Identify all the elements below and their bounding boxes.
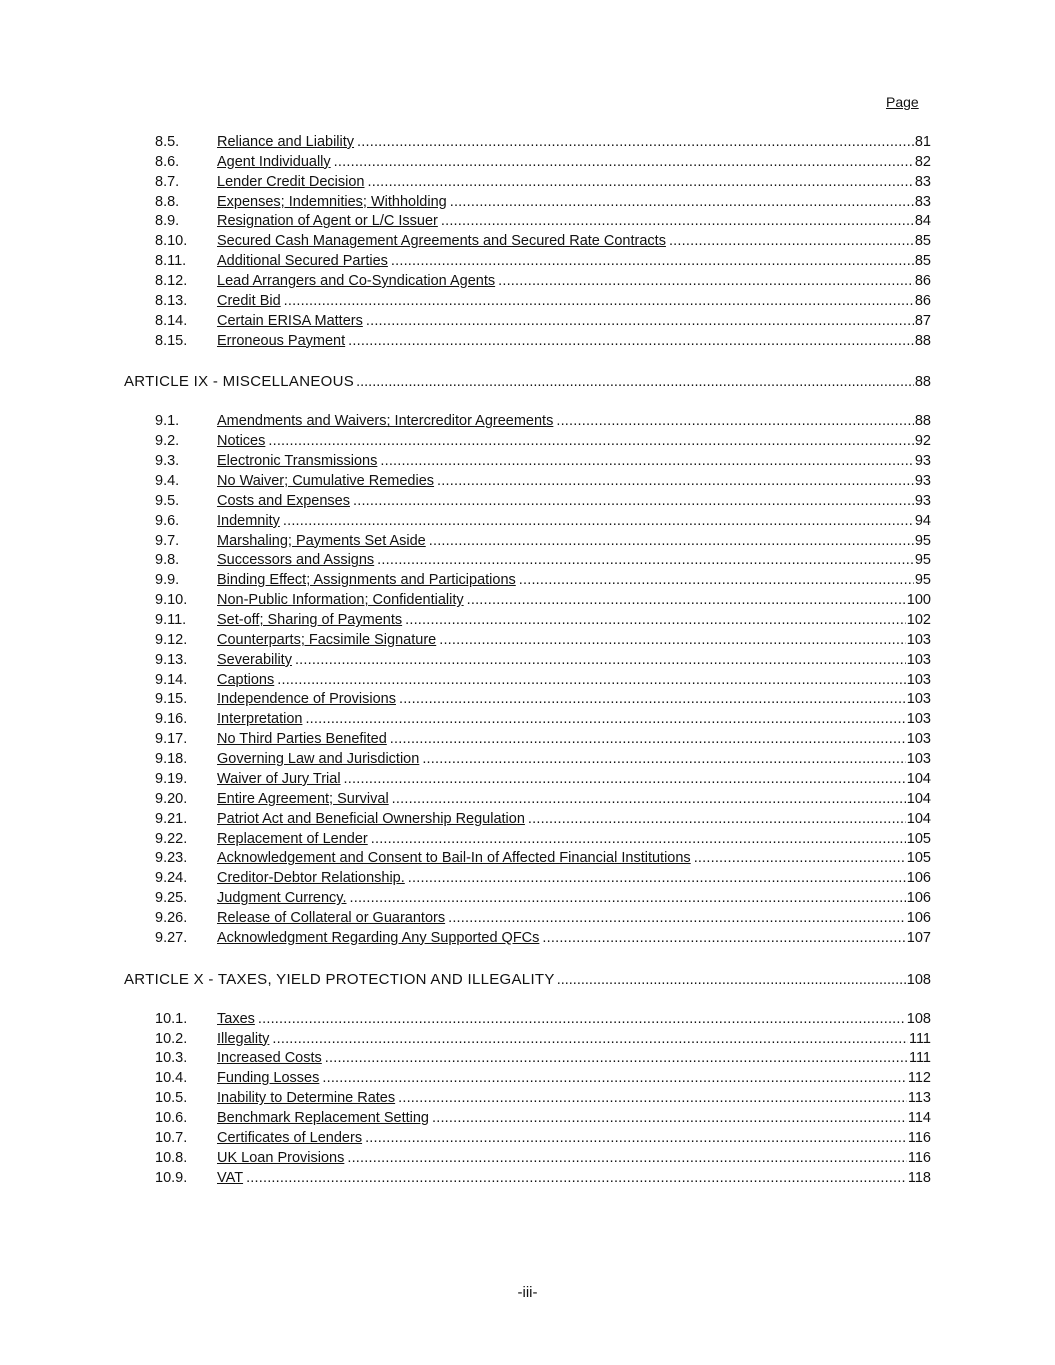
toc-entry[interactable] [0, 909, 1055, 929]
section-title-link[interactable]: UK Loan Provisions [217, 1149, 345, 1166]
section-page-number: 95 [914, 552, 931, 569]
section-number: 10.4. [155, 1070, 188, 1087]
toc-entry[interactable] [0, 1149, 1055, 1169]
section-title-link[interactable]: Replacement of Lender [217, 830, 368, 847]
section-title-link[interactable]: Expenses; Indemnities; Withholding [217, 193, 447, 210]
section-title-link[interactable]: Additional Secured Parties [217, 253, 388, 270]
section-title-link[interactable]: Marshaling; Payments Set Aside [217, 532, 426, 549]
section-number: 9.7. [155, 532, 180, 549]
article-title[interactable]: ARTICLE IX - MISCELLANEOUS [124, 373, 355, 391]
section-title-link[interactable]: Governing Law and Jurisdiction [217, 751, 420, 768]
section-page-number: 112 [907, 1070, 931, 1087]
toc-entry[interactable] [0, 173, 1055, 193]
dot-leader [422, 750, 905, 770]
section-number: 9.18. [155, 751, 188, 768]
dot-leader [366, 312, 914, 332]
dot-leader [498, 272, 914, 292]
section-number: 9.26. [155, 909, 188, 926]
dot-leader [344, 770, 906, 790]
section-page-number: 104 [906, 770, 931, 787]
dot-leader [356, 371, 914, 393]
dot-leader [441, 212, 914, 232]
section-page-number: 111 [908, 1030, 931, 1047]
toc-entry[interactable] [0, 532, 1055, 552]
section-page-number: 104 [906, 790, 931, 807]
section-page-number: 93 [914, 492, 931, 509]
section-number: 9.2. [155, 433, 180, 450]
dot-leader [391, 252, 914, 272]
section-page-number: 95 [914, 532, 931, 549]
section-number: 10.7. [155, 1129, 188, 1146]
section-title-link[interactable]: Resignation of Agent or L/C Issuer [217, 213, 438, 230]
section-page-number: 116 [907, 1149, 931, 1166]
section-number: 9.22. [155, 830, 188, 847]
toc-entry[interactable] [0, 252, 1055, 272]
section-page-number: 83 [914, 173, 931, 190]
section-title-link[interactable]: Patriot Act and Beneficial Ownership Regulation [217, 810, 525, 827]
section-number: 9.12. [155, 631, 188, 648]
section-title-link[interactable]: VAT [217, 1169, 244, 1186]
section-number: 9.6. [155, 512, 180, 529]
section-number: 10.1. [155, 1010, 188, 1027]
section-page-number: 118 [907, 1169, 931, 1186]
section-title-link[interactable]: Erroneous Payment [217, 332, 346, 349]
toc-entry[interactable] [0, 312, 1055, 332]
section-page-number: 92 [914, 433, 931, 450]
dot-leader [439, 631, 906, 651]
section-title-link[interactable]: No Waiver; Cumulative Remedies [217, 473, 435, 490]
section-page-number: 103 [906, 731, 931, 748]
page-number: -iii- [517, 1284, 538, 1301]
section-number: 9.27. [155, 929, 188, 946]
section-page-number: 103 [906, 651, 931, 668]
section-page-number: 103 [906, 671, 931, 688]
section-number: 9.21. [155, 810, 188, 827]
section-title-link[interactable]: Creditor-Debtor Relationship. [217, 870, 405, 887]
section-page-number: 106 [906, 909, 931, 926]
dot-leader [353, 492, 914, 512]
section-title-link[interactable]: Lender Credit Decision [217, 173, 365, 190]
dot-leader [347, 1149, 907, 1169]
dot-leader [365, 1129, 907, 1149]
section-page-number: 114 [907, 1109, 931, 1126]
section-page-number: 104 [906, 810, 931, 827]
toc-entry[interactable] [0, 929, 1055, 949]
toc-entry[interactable] [0, 889, 1055, 909]
section-title-link[interactable]: Set-off; Sharing of Payments [217, 612, 403, 629]
section-title-link[interactable]: Credit Bid [217, 292, 281, 309]
section-page-number: 111 [908, 1050, 931, 1067]
dot-leader [305, 710, 905, 730]
section-title-link[interactable]: Increased Costs [217, 1050, 322, 1067]
section-number: 8.5. [155, 134, 180, 150]
section-page-number: 105 [906, 830, 931, 847]
section-number: 9.1. [155, 413, 180, 430]
article-title[interactable]: ARTICLE X - TAXES, YIELD PROTECTION AND ILLEGALITY [124, 970, 555, 988]
toc-entry[interactable] [0, 193, 1055, 213]
toc-entry[interactable] [0, 1030, 1055, 1050]
section-title-link[interactable]: Certain ERISA Matters [217, 312, 363, 329]
section-page-number: 84 [914, 213, 931, 230]
section-page-number: 103 [906, 751, 931, 768]
section-page-number: 103 [906, 691, 931, 708]
dot-leader [357, 133, 914, 153]
section-title-link[interactable]: Binding Effect; Assignments and Participations [217, 572, 516, 589]
dot-leader [368, 173, 914, 193]
section-number: 8.15. [155, 332, 188, 349]
toc-entry[interactable] [0, 1010, 1055, 1030]
section-title-link[interactable]: Funding Losses [217, 1070, 320, 1087]
section-number: 9.16. [155, 711, 188, 728]
toc-entry[interactable] [0, 1049, 1055, 1069]
dot-leader [528, 810, 906, 830]
dot-leader [325, 1049, 908, 1069]
toc-entry[interactable] [0, 1129, 1055, 1149]
dot-leader [669, 232, 914, 252]
section-number: 9.24. [155, 870, 188, 887]
toc-entry[interactable] [0, 212, 1055, 232]
section-number: 9.4. [155, 473, 180, 490]
section-title-link[interactable]: Waiver of Jury Trial [217, 770, 341, 787]
dot-leader [349, 889, 905, 909]
section-title-link[interactable]: Independence of Provisions [217, 691, 396, 708]
toc-entry[interactable] [0, 153, 1055, 173]
toc-entry[interactable] [0, 1109, 1055, 1129]
section-title-link[interactable]: Counterparts; Facsimile Signature [217, 631, 437, 648]
article-page-number: 88 [914, 374, 931, 391]
section-page-number: 85 [914, 233, 931, 250]
section-number: 8.8. [155, 193, 180, 210]
section-number: 9.23. [155, 850, 188, 867]
toc-entry[interactable] [0, 849, 1055, 869]
section-title-link[interactable]: Interpretation [217, 711, 303, 728]
section-page-number: 86 [914, 292, 931, 309]
dot-leader [371, 830, 906, 850]
section-title-link[interactable]: Non-Public Information; Confidentiality [217, 592, 464, 609]
dot-leader [377, 551, 914, 571]
section-title-link[interactable]: Successors and Assigns [217, 552, 375, 569]
section-number: 9.20. [155, 790, 188, 807]
toc-entry[interactable] [0, 292, 1055, 312]
dot-leader [258, 1010, 906, 1030]
section-title-link[interactable]: Electronic Transmissions [217, 453, 378, 470]
section-page-number: 81 [914, 134, 931, 150]
section-title-link[interactable]: Agent Individually [217, 153, 331, 170]
dot-leader [390, 730, 906, 750]
dot-leader [408, 869, 906, 889]
section-number: 9.8. [155, 552, 180, 569]
section-page-number: 116 [907, 1129, 931, 1146]
section-page-number: 106 [906, 870, 931, 887]
section-page-number: 113 [907, 1090, 931, 1107]
toc-entry[interactable] [0, 750, 1055, 770]
toc-entry[interactable] [0, 272, 1055, 292]
section-number: 9.3. [155, 453, 180, 470]
dot-leader [392, 790, 906, 810]
toc-entry[interactable] [0, 770, 1055, 790]
toc-entry[interactable] [0, 571, 1055, 591]
section-number: 8.9. [155, 213, 180, 230]
section-page-number: 93 [914, 473, 931, 490]
toc-entry[interactable] [0, 1069, 1055, 1089]
section-number: 9.19. [155, 770, 188, 787]
toc-entry[interactable] [0, 332, 1055, 352]
toc-entry[interactable] [0, 611, 1055, 631]
toc-entry[interactable] [0, 232, 1055, 252]
toc-entry[interactable] [0, 432, 1055, 452]
section-number: 10.8. [155, 1149, 188, 1166]
dot-leader [405, 611, 906, 631]
section-title-link[interactable]: Judgment Currency. [217, 890, 347, 907]
dot-leader [450, 193, 914, 213]
section-number: 9.14. [155, 671, 188, 688]
toc-entry[interactable] [0, 452, 1055, 472]
section-title-link[interactable]: Benchmark Replacement Setting [217, 1109, 429, 1126]
section-title-link[interactable]: Notices [217, 433, 266, 450]
section-title-link[interactable]: Reliance and Liability [217, 134, 355, 150]
dot-leader [277, 671, 906, 691]
dot-leader [295, 651, 906, 671]
section-number: 10.3. [155, 1050, 188, 1067]
toc-article-heading[interactable] [0, 371, 1055, 393]
section-number: 9.25. [155, 890, 188, 907]
section-title-link[interactable]: Amendments and Waivers; Intercreditor Agreements [217, 413, 554, 430]
section-page-number: 87 [914, 312, 931, 329]
section-number: 9.5. [155, 492, 180, 509]
section-title-link[interactable]: Acknowledgement and Consent to Bail-In of Affected Financial Institutions [217, 850, 691, 867]
toc-entry[interactable] [0, 1169, 1055, 1189]
section-title-link[interactable]: Captions [217, 671, 275, 688]
dot-leader [380, 452, 914, 472]
section-page-number: 106 [906, 890, 931, 907]
table-of-contents [0, 133, 1055, 1188]
section-title-link[interactable]: Costs and Expenses [217, 492, 350, 509]
section-title-link[interactable]: Certificates of Lenders [217, 1129, 363, 1146]
dot-leader [334, 153, 914, 173]
dot-leader [448, 909, 906, 929]
section-page-number: 88 [914, 332, 931, 349]
toc-entry[interactable] [0, 472, 1055, 492]
section-number: 9.11. [155, 612, 187, 629]
section-number: 9.13. [155, 651, 188, 668]
section-title-link[interactable]: Indemnity [217, 512, 280, 529]
dot-leader [437, 472, 914, 492]
dot-leader [398, 1089, 907, 1109]
dot-leader [246, 1169, 907, 1189]
dot-leader [272, 1030, 908, 1050]
section-number: 9.15. [155, 691, 188, 708]
page-label: Page [886, 94, 919, 110]
section-page-number: 85 [914, 253, 931, 270]
dot-leader [283, 512, 914, 532]
dot-leader [556, 412, 914, 432]
toc-entry[interactable] [0, 133, 1055, 153]
section-page-number: 88 [914, 413, 931, 430]
section-page-number: 103 [906, 631, 931, 648]
section-number: 8.12. [155, 273, 188, 290]
section-title-link[interactable]: Secured Cash Management Agreements and Secured Rate Contracts [217, 233, 666, 250]
section-number: 8.10. [155, 233, 188, 250]
section-title-link[interactable]: Illegality [217, 1030, 270, 1047]
section-page-number: 100 [906, 592, 931, 609]
section-number: 9.17. [155, 731, 188, 748]
toc-entry[interactable] [0, 631, 1055, 651]
dot-leader [432, 1109, 907, 1129]
section-title-link[interactable]: Severability [217, 651, 292, 668]
article-page-number: 108 [906, 971, 931, 988]
section-number: 8.6. [155, 153, 180, 170]
section-page-number: 93 [914, 453, 931, 470]
toc-entry[interactable] [0, 412, 1055, 432]
section-number: 8.13. [155, 292, 188, 309]
toc-entry[interactable] [0, 551, 1055, 571]
section-number: 10.9. [155, 1169, 188, 1186]
toc-entry[interactable] [0, 1089, 1055, 1109]
dot-leader [519, 571, 914, 591]
toc-entry[interactable] [0, 810, 1055, 830]
section-number: 8.11. [155, 253, 187, 270]
toc-entry[interactable] [0, 830, 1055, 850]
section-title-link[interactable]: Acknowledgment Regarding Any Supported QFCs [217, 929, 540, 946]
section-title-link[interactable]: Entire Agreement; Survival [217, 790, 389, 807]
section-page-number: 83 [914, 193, 931, 210]
toc-entry[interactable] [0, 492, 1055, 512]
section-number: 10.5. [155, 1090, 188, 1107]
toc-entry[interactable] [0, 690, 1055, 710]
section-page-number: 82 [914, 153, 931, 170]
dot-leader [467, 591, 906, 611]
section-number: 10.2. [155, 1030, 188, 1047]
section-page-number: 95 [914, 572, 931, 589]
toc-entry[interactable] [0, 671, 1055, 691]
toc-entry[interactable] [0, 730, 1055, 750]
section-number: 9.9. [155, 572, 180, 589]
section-page-number: 107 [906, 929, 931, 946]
section-title-link[interactable]: Lead Arrangers and Co-Syndication Agents [217, 273, 496, 290]
section-page-number: 102 [906, 612, 931, 629]
section-title-link[interactable]: No Third Parties Benefited [217, 731, 387, 748]
dot-leader [557, 969, 906, 991]
toc-entry[interactable] [0, 591, 1055, 611]
dot-leader [399, 690, 906, 710]
section-page-number: 103 [906, 711, 931, 728]
section-title-link[interactable]: Inability to Determine Rates [217, 1090, 396, 1107]
section-number: 8.14. [155, 312, 188, 329]
section-title-link[interactable]: Taxes [217, 1010, 255, 1027]
section-page-number: 86 [914, 273, 931, 290]
section-page-number: 108 [906, 1010, 931, 1027]
section-title-link[interactable]: Release of Collateral or Guarantors [217, 909, 446, 926]
dot-leader [694, 849, 906, 869]
dot-leader [429, 532, 914, 552]
section-page-number: 94 [914, 512, 931, 529]
dot-leader [322, 1069, 907, 1089]
section-number: 10.6. [155, 1109, 188, 1126]
toc-entry[interactable] [0, 790, 1055, 810]
section-number: 8.7. [155, 173, 180, 190]
section-page-number: 105 [906, 850, 931, 867]
toc-entry[interactable] [0, 512, 1055, 532]
dot-leader [542, 929, 905, 949]
toc-entry[interactable] [0, 710, 1055, 730]
dot-leader [284, 292, 914, 312]
toc-entry[interactable] [0, 869, 1055, 889]
section-number: 9.10. [155, 592, 188, 609]
dot-leader [268, 432, 914, 452]
toc-article-heading[interactable] [0, 969, 1055, 991]
dot-leader [348, 332, 914, 352]
toc-entry[interactable] [0, 651, 1055, 671]
